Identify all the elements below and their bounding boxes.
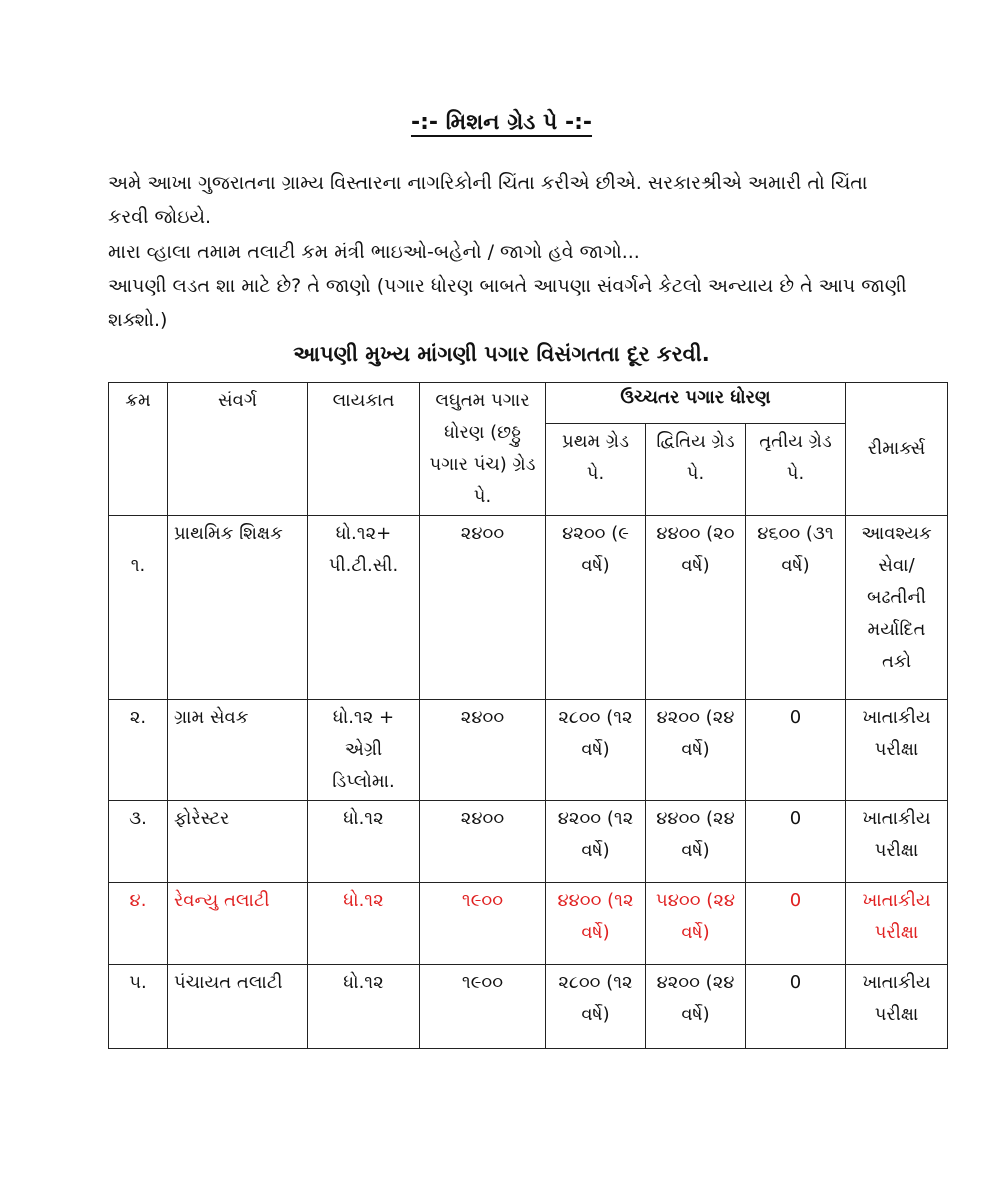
table-row	[109, 700, 948, 801]
header-higher-pay: ઉચ્ચતર પગાર ધોરણ	[546, 383, 846, 424]
cell-cadre: રેવન્યુ તલાટી	[168, 883, 308, 965]
cell-sr: ૫.	[109, 965, 168, 1049]
intro-paragraph: અમે આખા ગુજરાતના ગ્રામ્ય વિસ્તારના નાગરિકોની ચિંતા કરીએ છીએ. સરકારશ્રીએ અમારી તો ચિંતા કરવી જોઇયે.	[108, 172, 868, 228]
cell-qualification: ધો.૧૨ + એગ્રી ડિપ્લોમા.	[308, 700, 420, 801]
header-first: પ્રથમ ગ્રેડ પે.	[546, 424, 646, 516]
header-remarks: રીમાર્ક્સ	[846, 383, 948, 516]
cell-remarks: ખાતાકીય પરીક્ષા	[846, 801, 948, 883]
cell-second: ૪૨૦૦ (૨૪ વર્ષે)	[646, 965, 746, 1049]
cell-first: ૨૮૦૦ (૧૨ વર્ષે)	[546, 965, 646, 1049]
reason-paragraph: આપણી લડત શા માટે છે? તે જાણો (પગાર ધોરણ બાબતે આપણા સંવર્ગને કેટલો અન્યાય છે તે આપ જાણી શક્શો.)	[108, 275, 907, 331]
header-qualification: લાયકાત	[308, 383, 420, 516]
cell-third: 0	[746, 965, 846, 1049]
cell-cadre: ગ્રામ સેવક	[168, 700, 308, 801]
table-header-row	[109, 383, 948, 424]
cell-sr: ૨.	[109, 700, 168, 801]
cell-second: ૪૪૦૦ (૨૦ વર્ષે)	[646, 516, 746, 700]
table-row-highlighted	[109, 883, 948, 965]
cell-first: ૨૮૦૦ (૧૨ વર્ષે)	[546, 700, 646, 801]
cell-qualification: ધો.૧૨	[308, 801, 420, 883]
cell-remarks: ખાતાકીય પરીક્ષા	[846, 883, 948, 965]
cell-third: 0	[746, 700, 846, 801]
cell-first: ૪૪૦૦ (૧૨ વર્ષે)	[546, 883, 646, 965]
cell-sr: ૧.	[109, 516, 168, 700]
table-row	[109, 516, 948, 700]
header-sr: ક્રમ	[109, 383, 168, 516]
table-row	[109, 801, 948, 883]
cell-min-pay: ૨૪૦૦	[420, 801, 546, 883]
header-second: દ્વિતિય ગ્રેડ પે.	[646, 424, 746, 516]
cell-remarks: ખાતાકીય પરીક્ષા	[846, 965, 948, 1049]
cell-min-pay: ૧૯૦૦	[420, 883, 546, 965]
cell-third: ૪૬૦૦ (૩૧ વર્ષે)	[746, 516, 846, 700]
page-title	[0, 110, 1003, 135]
cell-cadre: પ્રાથમિક શિક્ષક	[168, 516, 308, 700]
cell-cadre: પંચાયત તલાટી	[168, 965, 308, 1049]
cell-remarks: ખાતાકીય પરીક્ષા	[846, 700, 948, 801]
appeal-paragraph: મારા વ્હાલા તમામ તલાટી કમ મંત્રી ભાઇઓ-બહેનો / જાગો હવે જાગો...	[108, 241, 640, 263]
cell-cadre: ફોરેસ્ટર	[168, 801, 308, 883]
cell-first: ૪૨૦૦ (૧૨ વર્ષે)	[546, 801, 646, 883]
cell-qualification: ધો.૧૨	[308, 965, 420, 1049]
cell-qualification: ધો.૧૨	[308, 883, 420, 965]
cell-sr: ૩.	[109, 801, 168, 883]
cell-first: ૪૨૦૦ (૯ વર્ષે)	[546, 516, 646, 700]
cell-qualification: ધો.૧૨+ પી.ટી.સી.	[308, 516, 420, 700]
cell-remarks: આવશ્યક સેવા/ બઢતીની મર્યાદિત તકો	[846, 516, 948, 700]
cell-min-pay: ૧૯૦૦	[420, 965, 546, 1049]
cell-third: 0	[746, 883, 846, 965]
page-title-text: -:- મિશન ગ્રેડ પે -:-	[410, 110, 593, 135]
cell-sr: ૪.	[109, 883, 168, 965]
cell-min-pay: ૨૪૦૦	[420, 700, 546, 801]
pay-scale-table	[108, 382, 948, 1049]
cell-second: ૫૪૦૦ (૨૪ વર્ષે)	[646, 883, 746, 965]
cell-min-pay: ૨૪૦૦	[420, 516, 546, 700]
cell-second: ૪૨૦૦ (૨૪ વર્ષે)	[646, 700, 746, 801]
header-min-pay: લઘુતમ પગાર ધોરણ (છઠ્ઠુ પગાર પંચ) ગ્રેડ પે.	[420, 383, 546, 516]
main-demand-heading: આપણી મુખ્ય માંગણી પગાર વિસંગતતા દૂર કરવી.	[293, 342, 710, 366]
header-cadre: સંવર્ગ	[168, 383, 308, 516]
header-third: તૃતીય ગ્રેડ પે.	[746, 424, 846, 516]
cell-third: 0	[746, 801, 846, 883]
cell-second: ૪૪૦૦ (૨૪ વર્ષે)	[646, 801, 746, 883]
table-row	[109, 965, 948, 1049]
